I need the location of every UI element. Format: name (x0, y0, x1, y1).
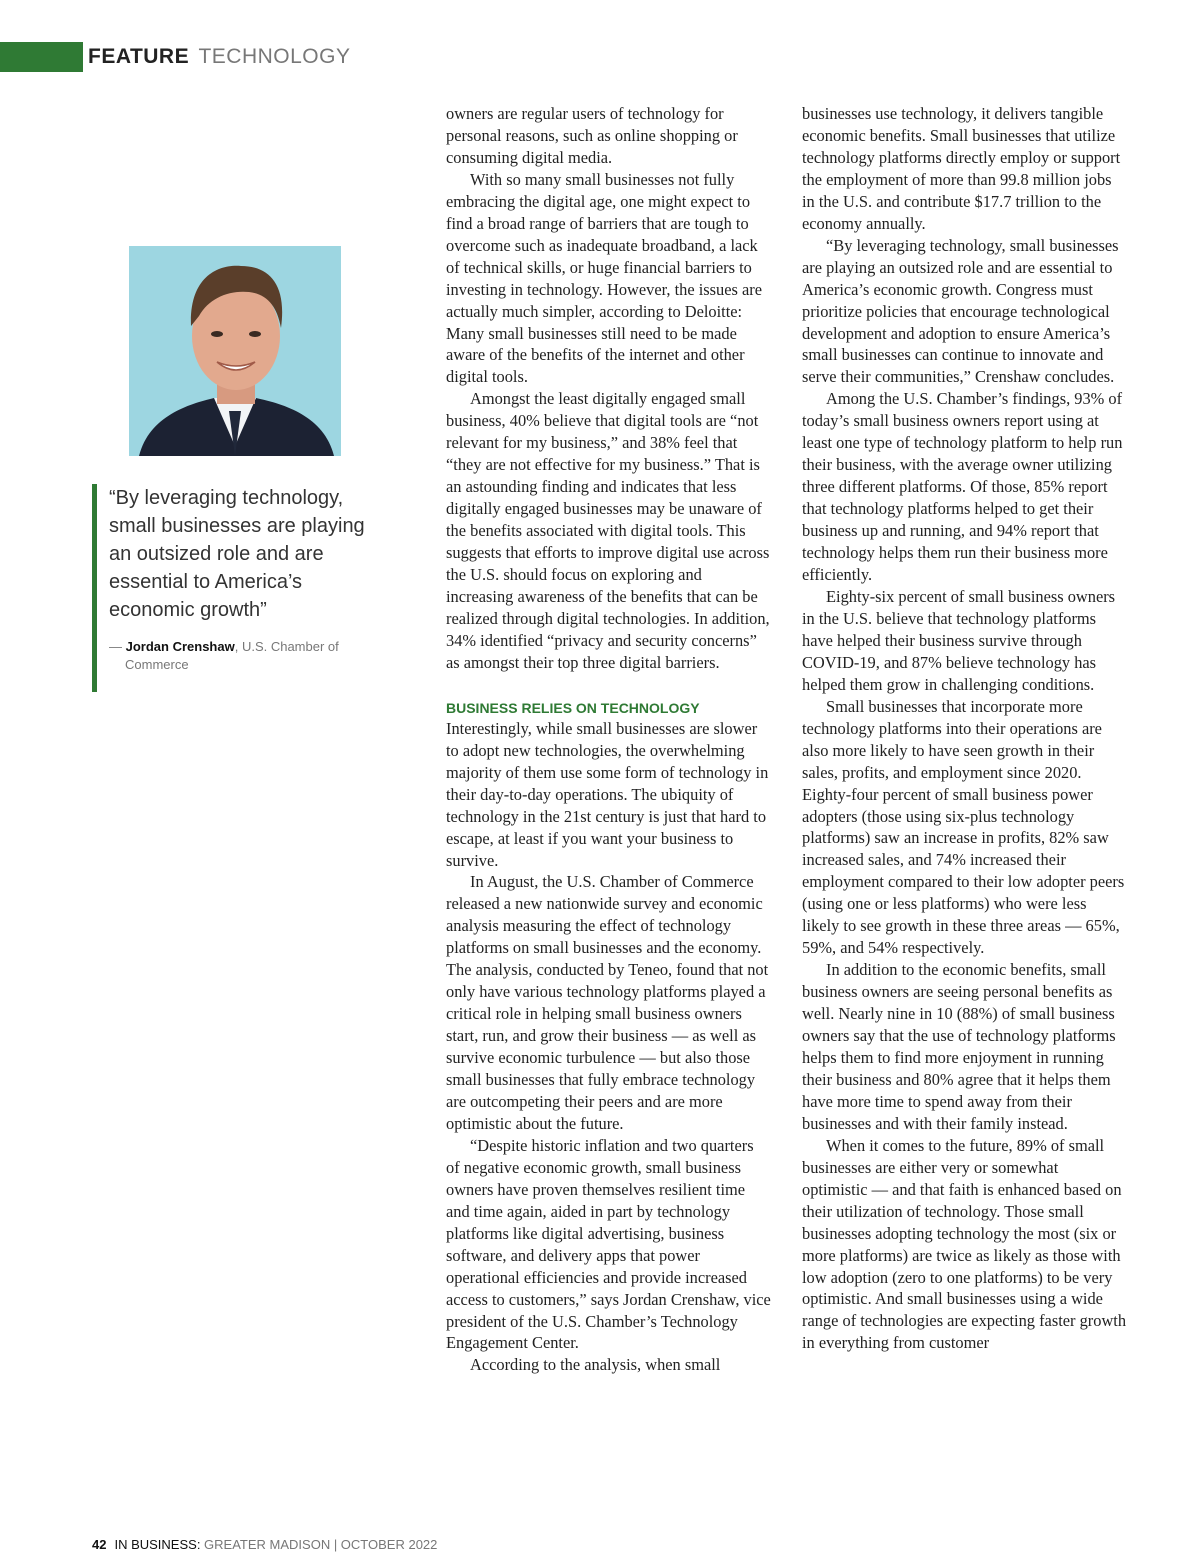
header-feature: FEATURE (88, 45, 190, 68)
paragraph: Small businesses that incorporate more technology platforms into their operations are also more likely to have seen growth in their sales, profits, and employment since 2020. Eighty-four percent of small business power adopters (those using six-plus technology platforms) saw an increase in profits, 82% saw increased sales, and 74% increased their employment compared to their low adopter peers (using one or less platforms) who were less likely to see growth in these three areas — 65%, 59%, and 54% respectively. (802, 696, 1125, 958)
paragraph: businesses use technology, it delivers tangible economic benefits. Small businesses that utilize technology platforms directly employ or support the employment of more than 99.8 million jobs in the U.S. and contribute $17.7 trillion to the economy annually. (802, 104, 1121, 233)
paragraph: Eighty-six percent of small business owners in the U.S. believe that technology platforms have helped their business survive through COVID-19, and 87% believe technology has helped them grow in challenging conditions. (802, 586, 1116, 694)
article-column-2 (802, 103, 1127, 1354)
page-number: 42 (92, 1537, 107, 1552)
pull-quote-attribution (109, 638, 374, 674)
author-photo (129, 246, 341, 456)
paragraph: “Despite historic inflation and two quarters of negative economic growth, small business owners have proven themselves resilient time and time again, aided in part by technology platforms like digital advertising, business software, and delivery apps that power operational efficiencies and provide increased access to customers,” says Jordan Crenshaw, vice president of the U.S. Chamber’s Technology Engagement Center. (446, 1135, 771, 1353)
paragraph: With so many small businesses not fully embracing the digital age, one might expect to find a broad range of barriers that are tough to overcome such as inadequate broadband, a lack of technical skills, or huge financial barriers to investing in technology. However, the issues are actually much simpler, according to Deloitte: Many small businesses still need to be made aware of the benefits of the internet and other digital tools. (446, 169, 762, 387)
edition-info: GREATER MADISON | OCTOBER 2022 (200, 1537, 438, 1552)
paragraph: owners are regular users of technology for personal reasons, such as online shopping or consuming digital media. (446, 104, 738, 167)
paragraph: Among the U.S. Chamber’s findings, 93% of today’s small business owners report using at least one type of technology platform to help run their business, with the average owner utilizing three different platforms. Of those, 85% report that technology platforms helped to get their business up and running, and 94% report that technology helps them run their business more efficiently. (802, 389, 1123, 585)
magazine-name: IN BUSINESS: (114, 1537, 201, 1552)
paragraph: In addition to the economic benefits, small business owners are seeing personal benefits as well. Nearly nine in 10 (88%) of small business owners say that the use of technology platforms helps them to find more enjoyment in running their business and 80% agree that it helps them have more time to spend away from their businesses and with their family instead. (802, 960, 1116, 1133)
article-column-1 (446, 103, 771, 1376)
section-color-bar (0, 42, 83, 72)
paragraph: When it comes to the future, 89% of small businesses are either very or somewhat optimistic — and that faith is enhanced based on their utilization of technology. Those small businesses adopting technology the most (six or more platforms) are twice as likely as those with low adoption (zero to one platforms) to be very optimistic. And small businesses using a wide range of technologies are expecting faster growth in everything from customer (802, 1135, 1127, 1353)
pull-quote (92, 484, 374, 692)
paragraph: Interestingly, while small businesses are slower to adopt new technologies, the overwhelming majority of them use some form of technology in their day-to-day operations. The ubiquity of technology in the 21st century is just that hard to escape, at least if you want your business to survive. (446, 718, 769, 870)
pull-quote-text: “By leveraging technology, small businesses are playing an outsized role and are essential to America’s economic growth” (109, 487, 365, 621)
paragraph: “By leveraging technology, small businesses are playing an outsized role and are essential to America’s economic growth. Congress must prioritize policies that encourage technological development and adoption to ensure America’s small businesses can continue to innovate and serve their communities,” Crenshaw concludes. (802, 235, 1119, 387)
attribution-dash: — (109, 639, 126, 654)
header-section: TECHNOLOGY (198, 45, 351, 68)
paragraph: In August, the U.S. Chamber of Commerce released a new nationwide survey and economic analysis measuring the effect of technology platforms on small businesses and the economy. The analysis, conducted by Teneo, found that not only have various technology platforms played a critical role in helping small business owners start, run, and grow their business — as well as survive economic turbulence — but also those small businesses that fully embrace technology are outcompeting their peers and are more optimistic about the future. (446, 872, 769, 1133)
attribution-affiliation: , U.S. Chamber of Commerce (125, 639, 339, 672)
paragraph: According to the analysis, when small (470, 1355, 721, 1375)
attribution-name: Jordan Crenshaw (125, 639, 235, 654)
portrait-illustration (129, 246, 341, 456)
subheading: BUSINESS RELIES ON TECHNOLOGY (446, 699, 700, 716)
page-footer (92, 1537, 437, 1552)
paragraph: Amongst the least digitally engaged small business, 40% believe that digital tools are “not relevant for my business,” and 38% feel that “they are not effective for my business.” That is an astounding finding and indicates that less digitally engaged businesses may be unaware of the benefits associated with digital tools. This suggests that efforts to improve digital use across the U.S. should focus on exploring and increasing awareness of the benefits that can be realized through digital technologies. In addition, 34% identified “privacy and security concerns” as amongst their top three digital barriers. (446, 389, 770, 672)
section-header (88, 45, 350, 69)
